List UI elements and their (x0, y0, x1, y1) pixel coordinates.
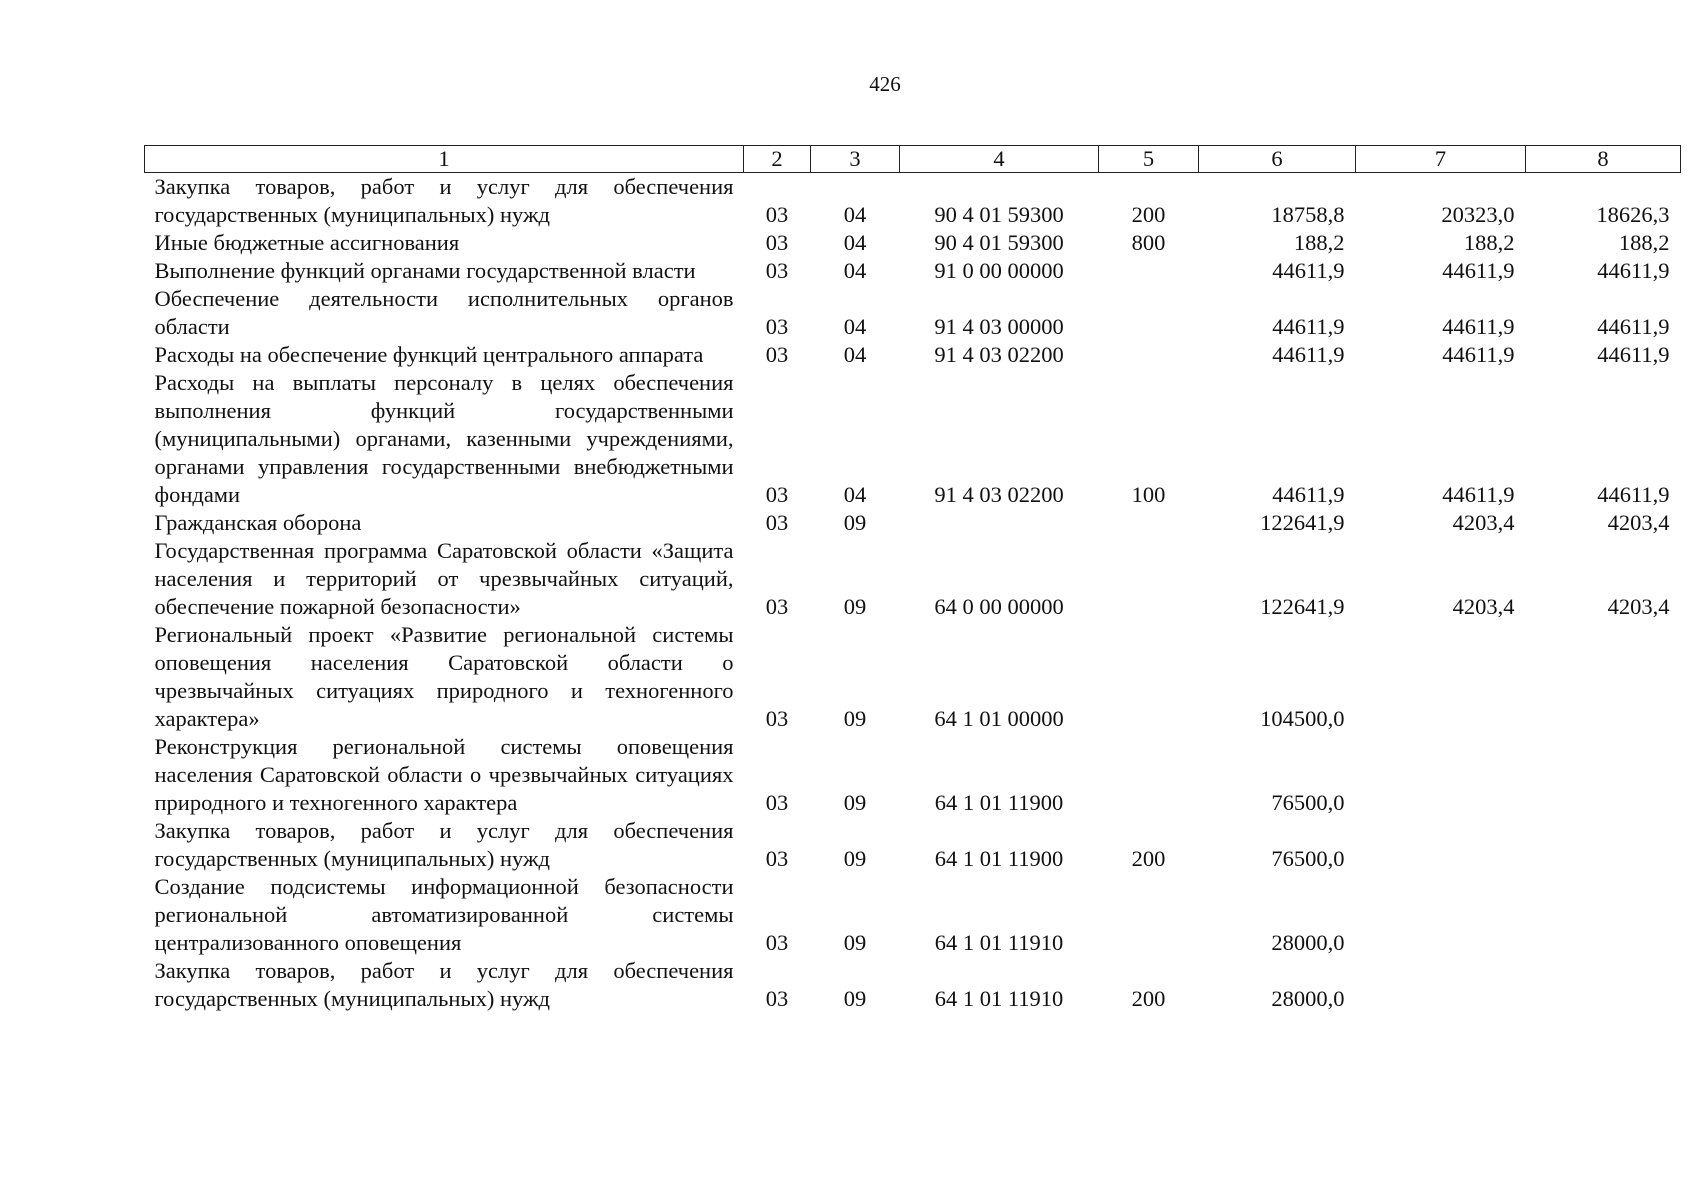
row-target-article: 64 0 00 00000 (934, 594, 1064, 619)
row-section: 03 (765, 986, 789, 1011)
row-subsection: 09 (843, 986, 867, 1011)
header-col-4: 4 (900, 146, 1099, 173)
table-row (145, 817, 1681, 873)
table-row (145, 957, 1681, 1013)
row-expense-type (1099, 257, 1199, 285)
row-amount-2: 4203,4 (1452, 510, 1515, 535)
row-amount-1: 104500,0 (1260, 706, 1345, 731)
row-expense-type: 200 (1131, 846, 1166, 871)
row-amount-2 (1356, 817, 1526, 873)
row-description: Иные бюджетные ассигнования (154, 230, 460, 255)
table-row (145, 537, 1681, 621)
row-amount-1: 44611,9 (1272, 482, 1345, 507)
row-description: Выполнение функций органами государственной власти (154, 258, 696, 283)
row-amount-3: 44611,9 (1597, 258, 1670, 283)
row-amount-3 (1526, 817, 1681, 873)
row-description: Создание подсистемы информационной безопасности региональной автоматизированной системы централизованного оповещения (154, 874, 734, 955)
row-expense-type: 100 (1131, 482, 1166, 507)
row-target-article: 64 1 01 11900 (934, 846, 1064, 871)
row-amount-1: 188,2 (1293, 230, 1345, 255)
row-amount-2: 44611,9 (1442, 482, 1515, 507)
row-subsection: 04 (843, 230, 867, 255)
row-amount-3: 188,2 (1618, 230, 1670, 255)
row-section: 03 (765, 314, 789, 339)
row-amount-2: 44611,9 (1442, 258, 1515, 283)
row-amount-3: 18626,3 (1596, 202, 1670, 227)
row-description: Закупка товаров, работ и услуг для обеспечения государственных (муниципальных) нужд (154, 818, 734, 871)
row-section: 03 (765, 930, 789, 955)
row-amount-1: 28000,0 (1271, 930, 1345, 955)
row-target-article: 91 4 03 00000 (934, 314, 1064, 339)
row-target-article: 64 1 01 11910 (934, 986, 1064, 1011)
row-subsection: 04 (843, 258, 867, 283)
row-section: 03 (765, 790, 789, 815)
row-subsection: 09 (843, 706, 867, 731)
row-description: Расходы на обеспечение функций центрального аппарата (154, 342, 704, 367)
row-subsection: 09 (843, 594, 867, 619)
table-row (145, 509, 1681, 537)
row-target-article: 91 0 00 00000 (934, 258, 1064, 283)
table-row (145, 229, 1681, 257)
budget-table (144, 145, 1681, 1013)
row-expense-type (1099, 733, 1199, 817)
row-expense-type: 200 (1131, 202, 1166, 227)
row-subsection: 04 (843, 482, 867, 507)
row-amount-2 (1356, 621, 1526, 733)
header-col-1: 1 (145, 146, 744, 173)
row-amount-1: 28000,0 (1271, 986, 1345, 1011)
row-section: 03 (765, 342, 789, 367)
row-target-article: 90 4 01 59300 (934, 230, 1064, 255)
row-expense-type (1099, 873, 1199, 957)
row-amount-2 (1356, 957, 1526, 1013)
header-col-8: 8 (1526, 146, 1681, 173)
row-target-article: 64 1 01 11910 (934, 930, 1064, 955)
row-amount-2: 4203,4 (1452, 594, 1515, 619)
row-amount-3 (1526, 733, 1681, 817)
row-subsection: 09 (843, 846, 867, 871)
row-subsection: 09 (843, 790, 867, 815)
row-description: Региональный проект «Развитие региональной системы оповещения населения Саратовской области о чрезвычайных ситуациях природного и техногенного характера» (154, 622, 734, 731)
row-section: 03 (765, 202, 789, 227)
table-row (145, 733, 1681, 817)
row-amount-3: 44611,9 (1597, 314, 1670, 339)
row-expense-type: 200 (1131, 986, 1166, 1011)
header-col-2: 2 (744, 146, 811, 173)
table-row (145, 173, 1681, 230)
row-expense-type (1099, 285, 1199, 341)
row-amount-2: 20323,0 (1441, 202, 1515, 227)
row-expense-type (1099, 341, 1199, 369)
header-col-5: 5 (1099, 146, 1199, 173)
row-expense-type (1099, 537, 1199, 621)
row-amount-2 (1356, 733, 1526, 817)
row-amount-1: 18758,8 (1271, 202, 1345, 227)
row-description: Реконструкция региональной системы оповещения населения Саратовской области о чрезвычайных ситуациях природного и техногенного характера (154, 734, 734, 815)
row-description: Гражданская оборона (154, 510, 362, 535)
row-subsection: 04 (843, 202, 867, 227)
row-amount-3 (1526, 621, 1681, 733)
row-expense-type (1099, 509, 1199, 537)
row-description: Государственная программа Саратовской области «Защита населения и территорий от чрезвычайных ситуаций, обеспечение пожарной безопасности» (154, 538, 734, 619)
header-row (145, 146, 1681, 173)
row-amount-3: 44611,9 (1597, 482, 1670, 507)
row-target-article: 91 4 03 02200 (934, 342, 1064, 367)
row-subsection: 04 (843, 342, 867, 367)
row-target-article: 91 4 03 02200 (934, 482, 1064, 507)
row-amount-1: 76500,0 (1271, 846, 1345, 871)
table-row (145, 285, 1681, 341)
row-section: 03 (765, 230, 789, 255)
row-amount-3 (1526, 957, 1681, 1013)
row-amount-1: 76500,0 (1271, 790, 1345, 815)
table-row (145, 621, 1681, 733)
page-number: 426 (869, 72, 901, 96)
row-amount-3 (1526, 873, 1681, 957)
row-section: 03 (765, 706, 789, 731)
row-section: 03 (765, 258, 789, 283)
row-amount-1: 44611,9 (1272, 258, 1345, 283)
row-description: Закупка товаров, работ и услуг для обеспечения государственных (муниципальных) нужд (154, 174, 734, 227)
row-amount-1: 122641,9 (1260, 510, 1345, 535)
row-subsection: 04 (843, 314, 867, 339)
row-description: Обеспечение деятельности исполнительных органов области (154, 286, 734, 339)
row-amount-1: 44611,9 (1272, 342, 1345, 367)
row-amount-3: 4203,4 (1607, 594, 1670, 619)
row-description: Расходы на выплаты персоналу в целях обеспечения выполнения функций государственными (муниципальными) органами, казенными учреждениями, органами управления государственными внебюджетными фондами (154, 370, 734, 507)
row-target-article: 64 1 01 11900 (934, 790, 1064, 815)
row-amount-2 (1356, 873, 1526, 957)
header-col-6: 6 (1199, 146, 1356, 173)
row-expense-type (1099, 621, 1199, 733)
row-subsection: 09 (843, 930, 867, 955)
row-section: 03 (765, 482, 789, 507)
row-amount-3: 44611,9 (1597, 342, 1670, 367)
row-section: 03 (765, 510, 789, 535)
row-amount-1: 44611,9 (1272, 314, 1345, 339)
row-expense-type: 800 (1131, 230, 1166, 255)
row-amount-3: 4203,4 (1607, 510, 1670, 535)
row-section: 03 (765, 594, 789, 619)
table-row (145, 873, 1681, 957)
row-amount-1: 122641,9 (1260, 594, 1345, 619)
row-amount-2: 44611,9 (1442, 342, 1515, 367)
table-row (145, 369, 1681, 509)
table-row (145, 257, 1681, 285)
row-target-article: 90 4 01 59300 (934, 202, 1064, 227)
row-target-article: 64 1 01 00000 (934, 706, 1064, 731)
row-section: 03 (765, 846, 789, 871)
header-col-3: 3 (811, 146, 900, 173)
row-subsection: 09 (843, 510, 867, 535)
header-col-7: 7 (1356, 146, 1526, 173)
row-target-article (900, 509, 1099, 537)
row-amount-2: 188,2 (1463, 230, 1515, 255)
row-amount-2: 44611,9 (1442, 314, 1515, 339)
row-description: Закупка товаров, работ и услуг для обеспечения государственных (муниципальных) нужд (154, 958, 734, 1011)
table-row (145, 341, 1681, 369)
